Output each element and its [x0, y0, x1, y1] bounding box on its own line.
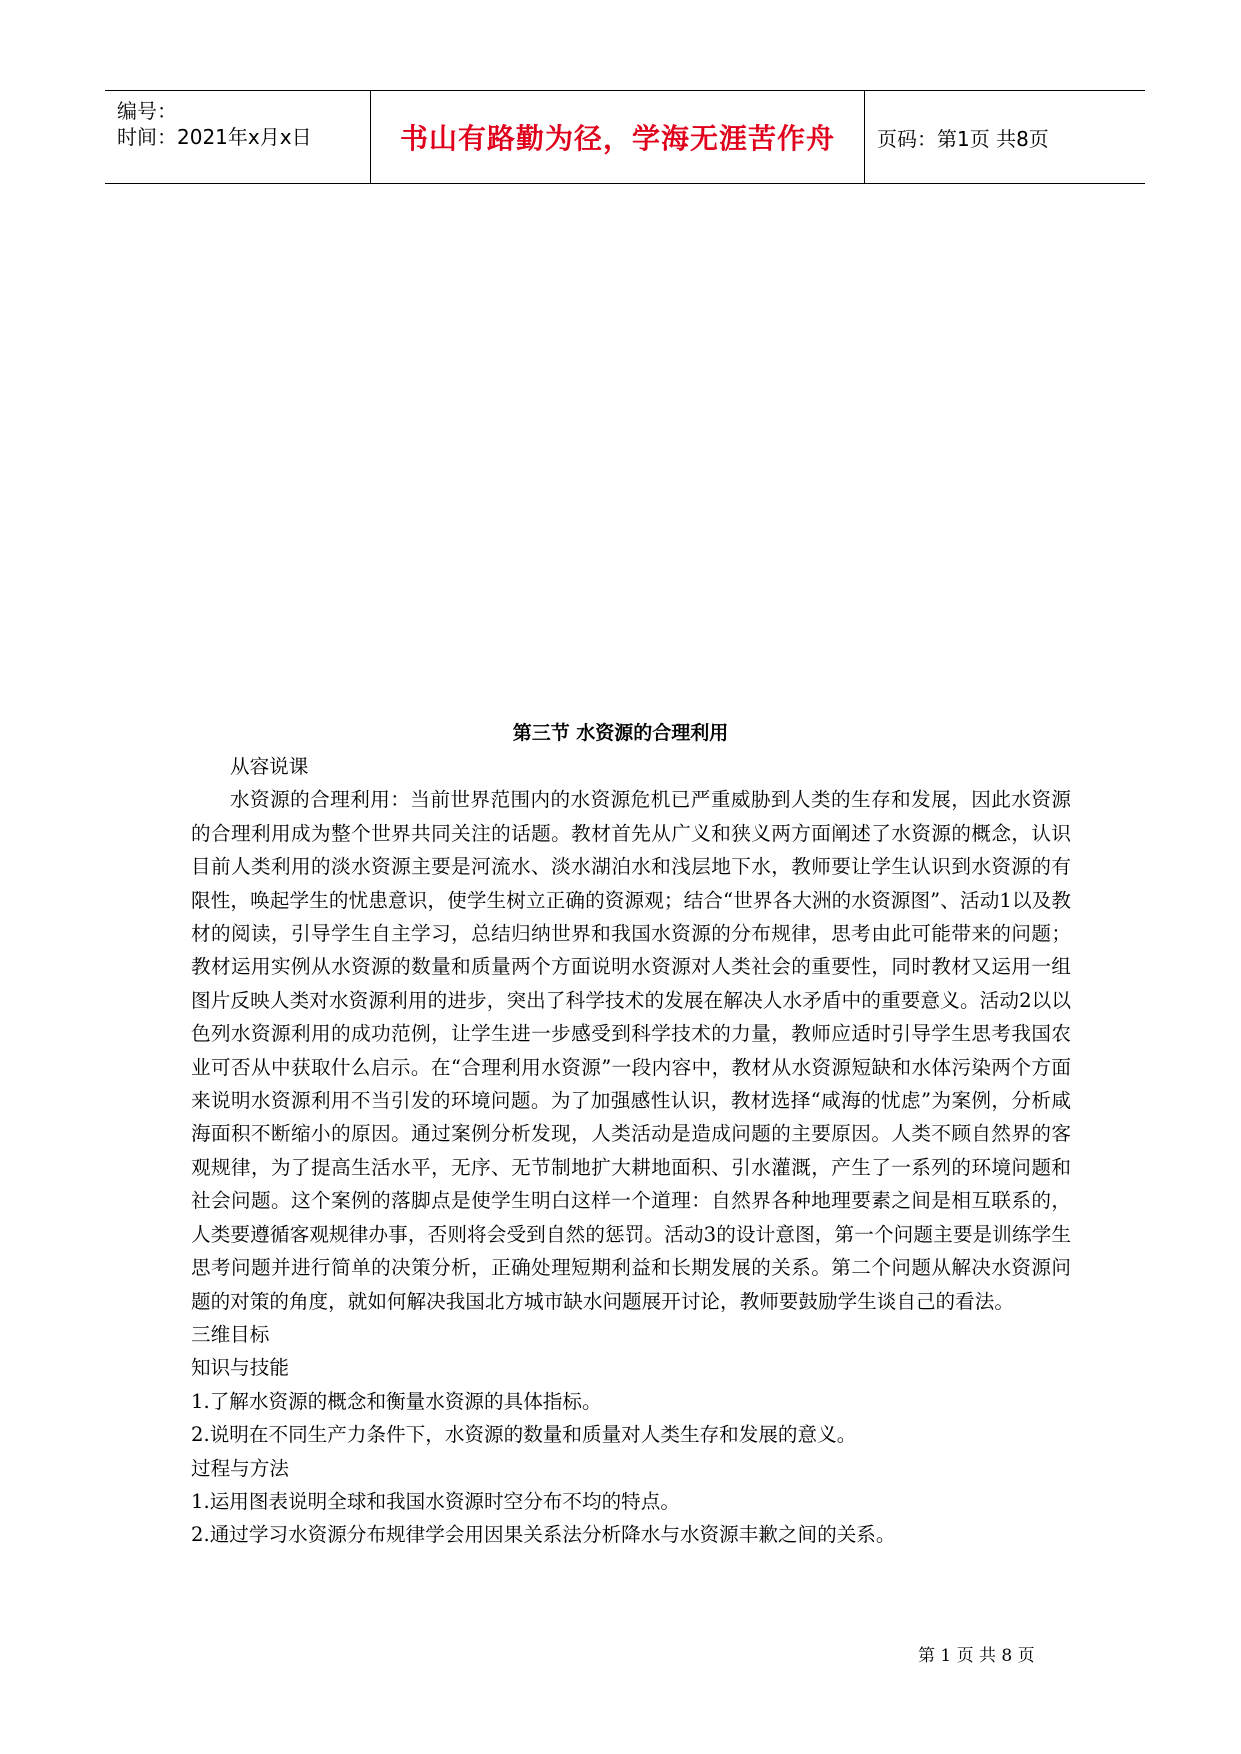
- body-paragraph: 水资源的合理利用：当前世界范围内的水资源危机已严重威胁到人类的生存和发展，因此水资源的合理利用成为整个世界共同关注的话题。教材首先从广义和狭义两方面阐述了水资源的概念，认识目前人类利用的淡水资源主要是河流水、淡水湖泊水和浅层地下水，教师要让学生认识到水资源的有限性，唤起学生的忧患意识，使学生树立正确的资源观；结合“世界各大洲的水资源图”、活动1以及教材的阅读，引导学生自主学习，总结归纳世界和我国水资源的分布规律，思考由此可能带来的问题；教材运用实例从水资源的数量和质量两个方面说明水资源对人类社会的重要性，同时教材又运用一组图片反映人类对水资源利用的进步，突出了科学技术的发展在解决人水矛盾中的重要意义。活动2以以色列水资源利用的成功范例，让学生进一步感受到科学技术的力量，教师应适时引导学生思考我国农业可否从中获取什么启示。在“合理利用水资源”一段内容中，教材从水资源短缺和水体污染两个方面来说明水资源利用不当引发的环境问题。为了加强感性认识，教材选择“咸海的忧虑”为案例，分析咸海面积不断缩小的原因。通过案例分析发现，人类活动是造成问题的主要原因。人类不顾自然界的客观规律，为了提高生活水平，无序、无节制地扩大耕地面积、引水灌溉，产生了一系列的环境问题和社会问题。这个案例的落脚点是使学生明白这样一个道理：自然界各种地理要素之间是相互联系的，人类要遵循客观规律办事，否则将会受到自然的惩罚。活动3的设计意图，第一个问题主要是训练学生思考问题并进行简单的决策分析，正确处理短期利益和长期发展的关系。第二个问题从解决水资源问题的对策的角度，就如何解决我国北方城市缺水问题展开讨论，教师要鼓励学生谈自己的看法。: [191, 788, 1071, 1313]
- body-paragraph: 三维目标: [191, 1322, 270, 1346]
- body-paragraph: 2.通过学习水资源分布规律学会用因果关系法分析降水与水资源丰歉之间的关系。: [191, 1523, 896, 1547]
- page-footer: 第 1 页 共 8 页: [918, 1646, 1035, 1666]
- header-left-cell: [105, 91, 370, 183]
- body-paragraph: 从容说课: [230, 755, 309, 778]
- date-label: 时间：2021年x月x日: [117, 125, 312, 149]
- page-info-label: 页码：第1页 共8页: [877, 126, 1049, 151]
- document-body: [191, 750, 1071, 1552]
- motto-text: 书山有路勤为径，学海无涯苦作舟: [399, 122, 835, 155]
- body-paragraph: 2.说明在不同生产力条件下，水资源的数量和质量对人类生存和发展的意义。: [191, 1423, 857, 1447]
- body-paragraph: 1.运用图表说明全球和我国水资源时空分布不均的特点。: [191, 1489, 680, 1513]
- header-right-cell: [865, 91, 1145, 183]
- body-paragraph: 知识与技能: [191, 1356, 289, 1380]
- header-middle-cell: [370, 91, 865, 183]
- section-title: 第三节 水资源的合理利用: [512, 722, 729, 744]
- document-header: [105, 90, 1145, 184]
- body-paragraph: 过程与方法: [191, 1456, 289, 1480]
- body-paragraph: 1.了解水资源的概念和衡量水资源的具体指标。: [191, 1389, 602, 1413]
- serial-number-label: 编号：: [117, 99, 177, 123]
